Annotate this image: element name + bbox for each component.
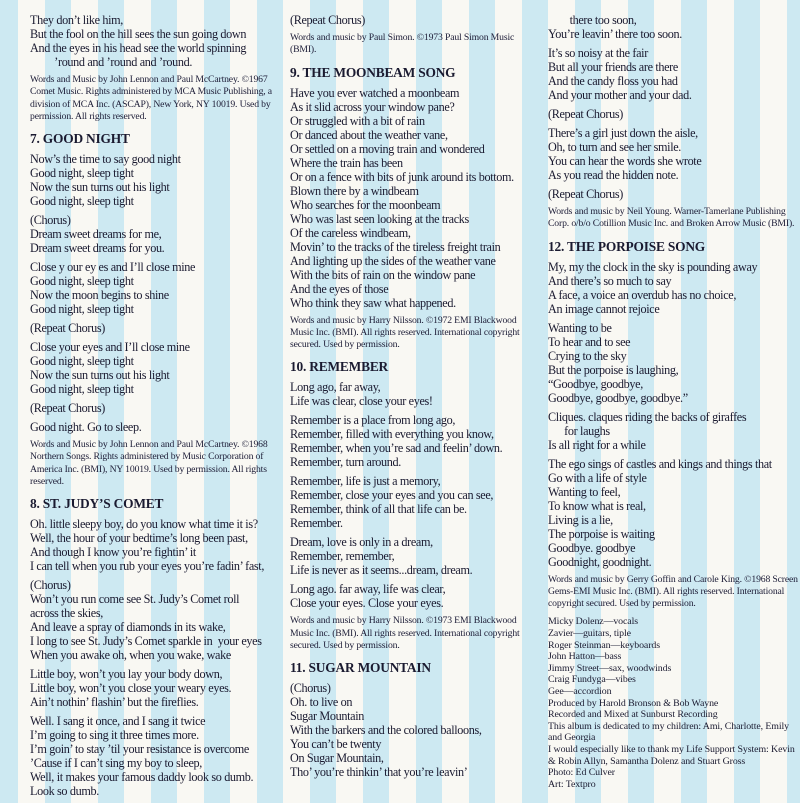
- lyric-line: But the porpoise is laughing,: [548, 362, 679, 377]
- personnel-line: This album is dedicated to my children: Ami, Charlotte, Emily and Georgia: [548, 720, 790, 744]
- lyric-line: On Sugar Mountain,: [290, 751, 384, 766]
- lyric-line: for laughs: [548, 423, 610, 438]
- lyric-line: And lighting up the sides of the weather vane: [290, 253, 496, 268]
- lyric-line: across the skies,: [30, 606, 103, 621]
- lyric-line: Wanting to feel,: [548, 484, 621, 499]
- lyric-stanza: [30, 714, 282, 798]
- lyric-line: Good night, sleep tight: [30, 166, 134, 181]
- lyric-line: Close your eyes and I’ll close mine: [30, 340, 190, 355]
- personnel-line: Art: Textpro: [548, 778, 596, 790]
- lyric-line: Dream sweet dreams for you.: [30, 241, 165, 256]
- lyric-line: To know what is real,: [548, 498, 646, 513]
- lyric-line: (Chorus): [30, 213, 71, 228]
- lyric-stanza: [30, 420, 282, 434]
- lyric-stanza: [548, 46, 800, 102]
- lyric-stanza: [548, 13, 800, 41]
- lyric-stanza: [548, 457, 800, 569]
- lyric-line: Long ago, far away,: [290, 380, 381, 395]
- lyric-line: Remember, when you’re sad and feelin’ down.: [290, 441, 503, 456]
- lyric-line: It’s so noisy at the fair: [548, 46, 648, 60]
- credit-note: Words and music by Harry Nilsson. ©1972 EMI Blackwood Music Inc. (BMI). All rights reserved. International copyright secured. Used by permission.: [290, 314, 520, 351]
- song-heading: 8. ST. JUDY’S COMET: [30, 496, 164, 512]
- lyric-line: Well, the hour of your bedtime’s long been past,: [30, 531, 248, 546]
- song-heading: 7. GOOD NIGHT: [30, 131, 130, 147]
- lyric-stanza: [290, 474, 542, 530]
- lyric-stanza: [30, 321, 282, 335]
- lyric-stanza: [290, 582, 542, 610]
- lyric-line: Good night. Go to sleep.: [30, 420, 142, 435]
- lyric-stanza: [548, 107, 800, 121]
- lyric-stanza: [30, 260, 282, 316]
- lyric-line: Who was last seen looking at the tracks: [290, 211, 469, 226]
- lyric-line: Remember, remember,: [290, 549, 395, 564]
- lyric-line: Where the train has been: [290, 155, 403, 170]
- personnel-line: Zavier—guitars, tiple: [548, 628, 631, 640]
- lyric-line: there too soon,: [548, 13, 637, 27]
- personnel-line: Gee—accordion: [548, 686, 612, 698]
- lyric-line: The ego sings of castles and kings and things that: [548, 456, 772, 471]
- lyric-stanza: [548, 260, 800, 316]
- lyric-line: (Repeat Chorus): [30, 321, 105, 336]
- lyric-stanza: [548, 321, 800, 405]
- personnel-line: I would especially like to thank my Life Support System: Kevin & Robin Allyn, Samantha Dolenz and Stuart Gross: [548, 744, 795, 767]
- lyric-line: My, my the clock in the sky is pounding away: [548, 259, 758, 274]
- lyric-line: Well. I sang it once, and I sang it twice: [30, 714, 206, 729]
- lyric-stanza: [290, 681, 542, 779]
- lyric-line: And there’s so much to say: [548, 273, 672, 288]
- lyric-stanza: [30, 13, 282, 69]
- lyric-line: Good night, sleep tight: [30, 274, 134, 289]
- lyric-stanza: [548, 187, 800, 201]
- lyric-stanza: [30, 517, 282, 573]
- lyric-line: As you read the hidden note.: [548, 168, 679, 182]
- lyric-line: But all your friends are there: [548, 60, 678, 74]
- lyric-line: Long ago. far away, life was clear,: [290, 582, 446, 597]
- lyric-line: Crying to the sky: [548, 348, 627, 363]
- lyric-line: Close your eyes. Close your eyes.: [290, 596, 444, 611]
- lyric-line: Goodbye, goodbye, goodbye.”: [548, 390, 688, 405]
- lyric-line: Or struggled with a bit of rain: [290, 113, 425, 128]
- lyric-line: Won’t you run come see St. Judy’s Comet roll: [30, 592, 240, 607]
- credit-note: Words and music by Paul Simon. ©1973 Paul Simon Music (BMI).: [290, 32, 515, 56]
- column-3: [548, 13, 800, 790]
- lyric-line: And though I know you’re fightin’ it: [30, 545, 196, 560]
- lyric-line: Movin’ to the tracks of the tireless freight train: [290, 239, 501, 254]
- lyric-line: Little boy, won’t you lay your body down,: [30, 667, 223, 682]
- personnel-line: John Hatton—bass: [548, 651, 622, 663]
- lyric-line: Remember, life is just a memory,: [290, 474, 441, 489]
- lyric-line: They don’t like him,: [30, 13, 123, 27]
- lyric-line: Little boy, won’t you close your weary eyes.: [30, 681, 232, 696]
- lyric-line: And leave a spray of diamonds in its wake,: [30, 620, 226, 635]
- lyric-line: Good night, sleep tight: [30, 382, 134, 397]
- lyric-line: You can hear the words she wrote: [548, 154, 702, 168]
- lyric-line: Go with a life of style: [548, 470, 647, 485]
- lyric-line: Now the sun turns out his light: [30, 368, 170, 383]
- lyric-line: Remember, turn around.: [290, 455, 401, 470]
- lyric-stanza: [30, 401, 282, 415]
- lyric-line: An image cannot rejoice: [548, 301, 660, 316]
- lyric-stanza: [290, 380, 542, 408]
- lyric-line: There’s a girl just down the aisle,: [548, 126, 698, 140]
- lyric-line: I long to see St. Judy’s Comet sparkle in your eyes: [30, 634, 262, 649]
- lyric-line: Oh. to live on: [290, 695, 353, 710]
- lyric-line: Have you ever watched a moonbeam: [290, 85, 460, 100]
- lyric-line: Now’s the time to say good night: [30, 152, 181, 167]
- lyric-line: Wanting to be: [548, 320, 612, 335]
- lyric-line: And the eyes in his head see the world spinning: [30, 41, 247, 55]
- personnel-line: Jimmy Street—sax, woodwinds: [548, 662, 672, 674]
- lyric-line: (Repeat Chorus): [290, 13, 365, 27]
- lyric-line: Good night, sleep tight: [30, 354, 134, 369]
- personnel-line: Roger Steinman—keyboards: [548, 639, 660, 651]
- lyric-line: Living is a lie,: [548, 512, 613, 527]
- lyric-line: Remember is a place from long ago,: [290, 413, 456, 428]
- personnel-line: Craig Fundyga—vibes: [548, 674, 636, 686]
- lyric-line: Of the careless windbeam,: [290, 225, 411, 240]
- lyric-line: (Repeat Chorus): [548, 107, 623, 121]
- lyric-line: ’Cause if I can’t sing my boy to sleep,: [30, 756, 202, 771]
- lyric-line: As it slid across your window pane?: [290, 99, 455, 114]
- lyric-line: To hear and to see: [548, 334, 631, 349]
- lyric-stanza: [548, 126, 800, 182]
- lyric-line: ’round and ’round and ’round.: [30, 55, 193, 69]
- lyric-line: Dream sweet dreams for me,: [30, 227, 162, 242]
- lyric-stanza: [30, 578, 282, 662]
- lyric-line: I’m going to sing it three times more.: [30, 728, 199, 743]
- personnel-list: [548, 616, 800, 790]
- lyric-line: Dream, love is only in a dream,: [290, 535, 433, 550]
- lyric-line: Who think they saw what happened.: [290, 295, 456, 310]
- song-heading: 12. THE PORPOISE SONG: [548, 238, 706, 254]
- lyric-line: (Repeat Chorus): [30, 401, 105, 416]
- lyric-line: Remember, close your eyes and you can see,: [290, 488, 494, 503]
- credit-note: Words and music by Neil Young. Warner-Tamerlane Publishing Corp. o/b/o Cotillion Music Inc. and Broken Arrow Music (BMI).: [548, 206, 795, 230]
- lyric-line: (Chorus): [30, 578, 71, 593]
- lyric-line: And the candy floss you had: [548, 74, 678, 88]
- lyric-line: Or danced about the weather vane,: [290, 127, 448, 142]
- personnel-line: Photo: Ed Culver: [548, 767, 615, 779]
- lyric-stanza: [290, 535, 542, 577]
- lyric-line: I can tell when you rub your eyes you’re fadin’ fast,: [30, 559, 265, 574]
- lyric-line: With the bits of rain on the window pane: [290, 267, 476, 282]
- lyric-stanza: [30, 152, 282, 208]
- credit-note: Words and Music by John Lennon and Paul McCartney. ©1968 Northern Songs. Rights administered by Music Corporation of America Inc. (BMI), NY 10019. Used by permission. All rights reserved.: [30, 439, 268, 488]
- lyric-line: Remember, think of all that life can be.: [290, 502, 467, 517]
- lyric-line: Goodbye. goodbye: [548, 540, 636, 555]
- personnel-line: Recorded and Mixed at Sunburst Recording: [548, 709, 718, 721]
- lyric-line: Who searches for the moonbeam: [290, 197, 441, 212]
- lyric-stanza: [290, 413, 542, 469]
- lyric-line: Cliques. claques riding the backs of giraffes: [548, 409, 747, 424]
- lyric-line: Good night, sleep tight: [30, 194, 134, 209]
- lyric-line: (Chorus): [290, 681, 331, 696]
- column-2: [290, 13, 542, 784]
- lyric-line: You can’t be twenty: [290, 737, 382, 752]
- lyric-line: Sugar Mountain: [290, 709, 364, 724]
- lyric-line: And your mother and your dad.: [548, 88, 692, 102]
- lyric-line: Look so dumb.: [30, 784, 99, 799]
- lyric-line: Or settled on a moving train and wondered: [290, 141, 485, 156]
- lyric-line: The porpoise is waiting: [548, 526, 655, 541]
- lyric-line: With the barkers and the colored balloons,: [290, 723, 482, 738]
- lyric-line: Ain’t nothin’ flashin’ but the fireflies.: [30, 695, 199, 710]
- lyric-line: Now the moon begins to shine: [30, 288, 169, 303]
- lyric-line: Well, it makes your famous daddy look so dumb.: [30, 770, 254, 785]
- lyric-stanza: [30, 213, 282, 255]
- lyric-stanza: [548, 410, 800, 452]
- credit-note: Words and music by Gerry Goffin and Carole King. ©1968 Screen Gems-EMI Music Inc. (BMI). All rights reserved. International copyright secured. Used by permission.: [548, 573, 798, 610]
- lyric-line: Life was clear, close your eyes!: [290, 394, 433, 409]
- lyric-stanza: [290, 13, 542, 27]
- credit-note: Words and Music by John Lennon and Paul McCartney. ©1967 Comet Music. Rights administered by MCA Music Publishing, a division of MCA Inc. (ASCAP), New York, NY 10019. Used by permission. All rights reserved.: [30, 74, 272, 122]
- lyric-line: Close y our ey es and I’ll close mine: [30, 260, 196, 275]
- lyric-line: And the eyes of those: [290, 281, 389, 296]
- lyric-line: Oh. little sleepy boy, do you know what time it is?: [30, 517, 258, 532]
- lyric-line: When you awake oh, when you wake, wake: [30, 648, 231, 663]
- lyric-stanza: [290, 86, 542, 310]
- lyric-line: Blown there by a windbeam: [290, 183, 419, 198]
- lyric-line: Goodnight, goodnight.: [548, 554, 652, 569]
- lyric-line: Life is never as it seems...dream, dream.: [290, 563, 473, 578]
- credit-note: Words and music by Harry Nilsson. ©1973 EMI Blackwood Music Inc. (BMI). All rights reserved. International copyright secured. Used by permission.: [290, 615, 520, 652]
- lyric-line: Or on a fence with bits of junk around its bottom.: [290, 169, 514, 184]
- lyric-stanza: [30, 667, 282, 709]
- lyric-stanza: [30, 340, 282, 396]
- lyric-line: Good night, sleep tight: [30, 302, 134, 317]
- personnel-line: Micky Dolenz—vocals: [548, 616, 638, 628]
- lyric-line: But the fool on the hill sees the sun going down: [30, 27, 247, 41]
- lyric-line: Tho’ you’re thinkin’ that you’re leavin’: [290, 765, 468, 780]
- lyric-line: “Goodbye, goodbye,: [548, 376, 643, 391]
- lyric-line: You’re leavin’ there too soon.: [548, 27, 682, 41]
- song-heading: 10. REMEMBER: [290, 359, 389, 375]
- lyric-line: (Repeat Chorus): [548, 187, 623, 201]
- personnel-line: Produced by Harold Bronson & Bob Wayne: [548, 697, 719, 709]
- lyric-line: Remember.: [290, 516, 343, 531]
- song-heading: 9. THE MOONBEAM SONG: [290, 64, 456, 80]
- song-heading: 11. SUGAR MOUNTAIN: [290, 660, 431, 676]
- lyric-line: A face, a voice an overdub has no choice,: [548, 287, 737, 302]
- column-1: [30, 13, 282, 803]
- lyric-line: Now the sun turns out his light: [30, 180, 170, 195]
- lyric-line: Remember, filled with everything you know,: [290, 427, 494, 442]
- lyric-line: Oh, to turn and see her smile.: [548, 140, 682, 154]
- lyric-line: I’m goin’ to stay ’til your resistance is overcome: [30, 742, 249, 757]
- lyric-line: Is all right for a while: [548, 437, 646, 452]
